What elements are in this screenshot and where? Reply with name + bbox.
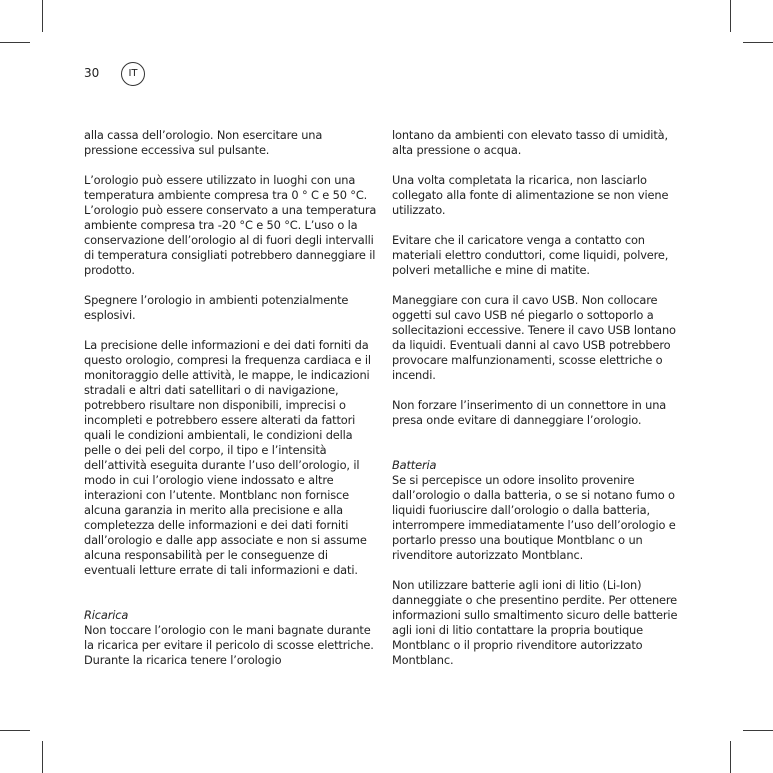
crop-mark-top-right-vertical <box>730 0 731 32</box>
crop-mark-top-right-horizontal <box>743 42 773 43</box>
crop-mark-bottom-right-horizontal <box>743 730 773 731</box>
paragraph: Una volta completata la ricarica, non lasciarlo collegato alla fonte di alimentazione se non viene utilizzato. <box>392 173 669 217</box>
crop-mark-top-left-vertical <box>42 0 43 32</box>
paragraph: La precisione delle informazioni e dei dati forniti da questo orologio, compresi la frequenza cardiaca e il monitoraggio delle attività, le mappe, le indicazioni stradali e altri dati satellitari o di navigazione, potrebbero risultare non disponibili, imprecisi o incompleti e potrebbero essere alterati da fattori quali le condizioni ambientali, le condizioni della pelle o dei peli del corpo, il tipo e l’intensità dell’attività eseguita durante l’uso dell’orologio, il modo in cui l’orologio viene indossato e altre interazioni con l’utente. Montblanc non fornisce alcuna garanzia in merito alla precisione e alla completezza delle informazioni e dei dati forniti dall’orologio e dalle app associate e non si assume alcuna responsabilità per le conseguenze di eventuali letture errate di tali informazioni e dati. <box>84 338 371 577</box>
page-number: 30 <box>84 66 100 80</box>
paragraph: Non utilizzare batterie agli ioni di litio (Li-Ion) danneggiate o che presentino perdite. Per ottenere informazioni sullo smaltimento sicuro delle batterie agli ioni di litio contattare la propria boutique Montblanc o il proprio rivenditore autorizzato Montblanc. <box>392 578 678 667</box>
section-heading-batteria: Batteria <box>392 458 437 472</box>
paragraph: Spegnere l’orologio in ambienti potenzialmente esplosivi. <box>84 293 349 322</box>
paragraph: Non toccare l’orologio con le mani bagnate durante la ricarica per evitare il pericolo di scosse elettriche. Durante la ricarica tenere l’orologio <box>84 623 374 667</box>
section-heading-ricarica: Ricarica <box>84 608 129 622</box>
crop-mark-bottom-left-vertical <box>42 741 43 773</box>
paragraph: Maneggiare con cura il cavo USB. Non collocare oggetti sul cavo USB né piegarlo o sottoporlo a sollecitazioni eccessive. Tenere il cavo USB lontano da liquidi. Eventuali danni al cavo USB potrebbero provocare malfunzionamenti, scosse elettriche o incendi. <box>392 293 676 382</box>
language-badge: IT <box>121 62 145 86</box>
crop-mark-bottom-right-vertical <box>730 741 731 773</box>
paragraph: Evitare che il caricatore venga a contatto con materiali elettro conduttori, come liquidi, polvere, polveri metalliche e mine di matite. <box>392 233 669 277</box>
paragraph: Se si percepisce un odore insolito provenire dall’orologio o dalla batteria, o se si notano fumo o liquidi fuoriuscire dall’orologio o dalla batteria, interrompere immediatamente l’uso dell’orologio e portarlo presso una boutique Montblanc o un rivenditore autorizzato Montblanc. <box>392 473 676 562</box>
right-column <box>392 128 686 683</box>
paragraph: L’orologio può essere utilizzato in luoghi con una temperatura ambiente compresa tra 0 ° C e 50 °C. L’orologio può essere conservato a una temperatura ambiente compresa tra -20 °C e 50 °C. L’uso o la conservazione dell’orologio al di fuori degli intervalli di temperatura consigliati potrebbero danneggiare il prodotto. <box>84 173 377 277</box>
crop-mark-top-left-horizontal <box>0 42 30 43</box>
paragraph: lontano da ambienti con elevato tasso di umidità, alta pressione o acqua. <box>392 128 668 157</box>
left-column <box>84 128 378 683</box>
paragraph: Non forzare l’inserimento di un connettore in una presa onde evitare di danneggiare l’orologio. <box>392 398 667 427</box>
crop-mark-bottom-left-horizontal <box>0 730 30 731</box>
paragraph: alla cassa dell’orologio. Non esercitare una pressione eccessiva sul pulsante. <box>84 128 323 157</box>
